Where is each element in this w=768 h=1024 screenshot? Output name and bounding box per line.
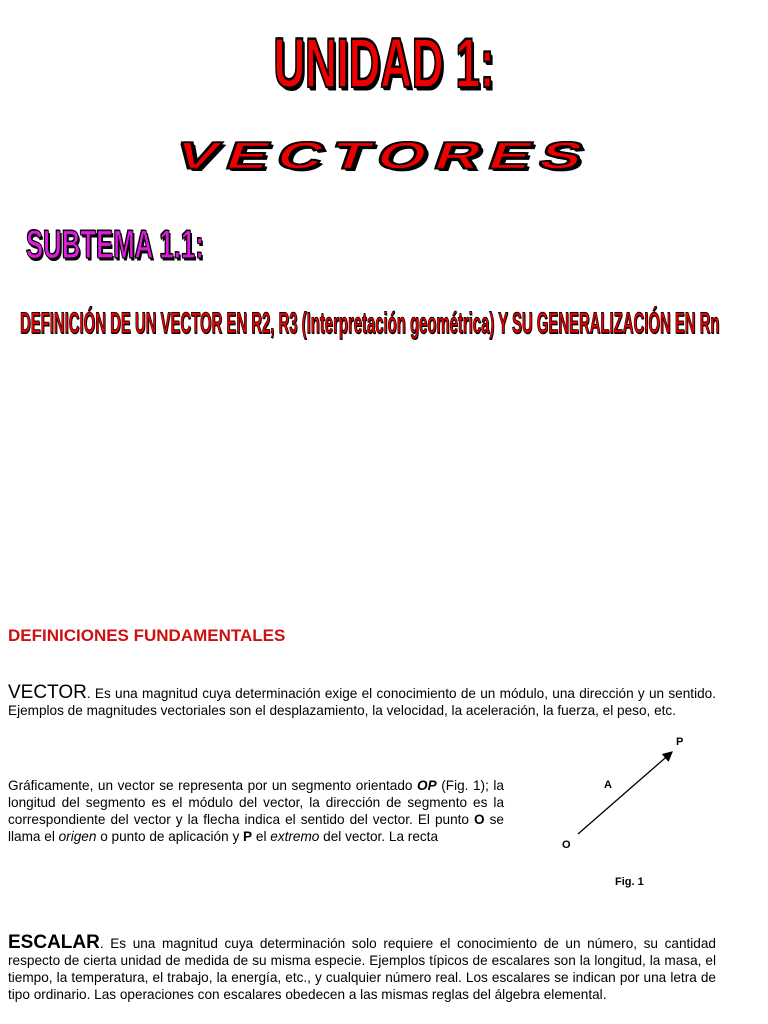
graphic-text-4: o punto de aplicación y bbox=[96, 829, 244, 844]
figure-caption: Fig. 1 bbox=[615, 876, 644, 888]
vector-arrow bbox=[578, 752, 672, 834]
vector-figure bbox=[540, 730, 740, 900]
subtopic-title: SUBTEMA 1.1: bbox=[26, 222, 204, 267]
vector-term: VECTOR bbox=[8, 682, 87, 703]
vector-arrow-diagram bbox=[540, 730, 740, 900]
unit-title: UNIDAD 1: bbox=[273, 23, 495, 102]
label-o: O bbox=[562, 839, 571, 851]
p-symbol: P bbox=[243, 829, 253, 844]
definition-title: DEFINICIÓN DE UN VECTOR EN R2, R3 (Interpretación geométrica) Y SU GENERALIZACIÓN EN Rn bbox=[20, 306, 720, 341]
graphic-text-5: el bbox=[252, 829, 271, 844]
o-symbol: O bbox=[474, 812, 485, 827]
graphic-paragraph bbox=[8, 777, 504, 845]
origen-term: origen bbox=[58, 829, 97, 844]
op-symbol: OP bbox=[417, 778, 437, 793]
escalar-paragraph bbox=[8, 934, 716, 1003]
section-heading: DEFINICIONES FUNDAMENTALES bbox=[8, 626, 286, 645]
topic-title: VECTORES bbox=[169, 135, 599, 177]
graphic-text-3: se llama el bbox=[8, 812, 504, 844]
escalar-text: . Es una magnitud cuya determinación solo requiere el conocimiento de un número, su cantidad respecto de cierta unidad de medida de su misma especie. Ejemplos típicos de escalares son la longitud, la masa, el tiempo, la temperatura, el trabajo, la energía, etc., y cualquier número real. Los escalares se indican por una letra de tipo ordinario. Las operaciones con escalares obedecen a las mismas reglas del álgebra elemental. bbox=[8, 936, 716, 1002]
vector-text: . Es una magnitud cuya determinación exige el conocimiento de un módulo, una dirección y un sentido. Ejemplos de magnitudes vectoriales son el desplazamiento, la velocidad, la aceleración, la fuerza, el peso, etc. bbox=[8, 686, 716, 718]
extremo-term: extremo bbox=[270, 829, 320, 844]
label-p: P bbox=[676, 736, 684, 748]
graphic-text-2: (Fig. 1); la longitud del segmento es el módulo del vector, la dirección de segmento es la correspondiente del vector y la flecha indica el sentido del vector. El punto bbox=[8, 778, 504, 827]
graphic-text-1: Gráficamente, un vector se representa por un segmento orientado bbox=[8, 778, 418, 793]
label-a: A bbox=[604, 779, 612, 791]
escalar-term: ESCALAR bbox=[8, 932, 100, 953]
graphic-text-6: del vector. La recta bbox=[319, 829, 439, 844]
vector-paragraph bbox=[8, 684, 716, 719]
